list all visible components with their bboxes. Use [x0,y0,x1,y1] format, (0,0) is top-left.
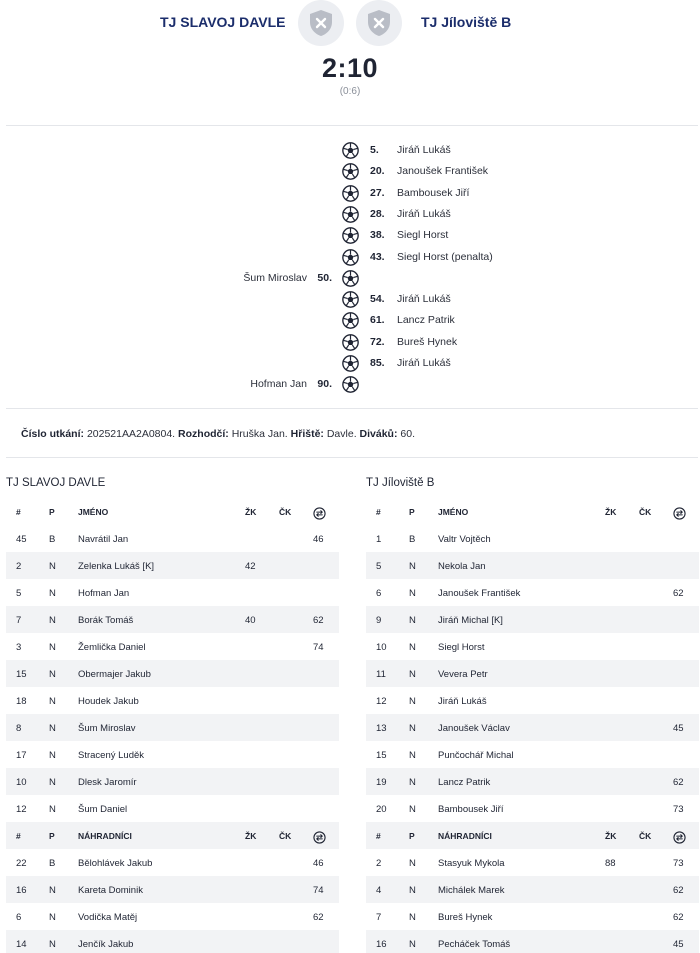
player-number: 1 [376,534,382,545]
player-number: 8 [16,723,22,734]
player-row[interactable] [366,579,699,606]
halftime-score: (0:6) [339,86,361,97]
substitution-minute: 45 [673,939,684,950]
player-name[interactable]: Obermajer Jakub [78,669,151,680]
player-number: 9 [376,615,382,626]
player-row[interactable] [6,741,339,768]
player-name[interactable]: Zelenka Lukáš [K] [78,561,155,572]
goal-event [0,225,700,246]
divider [6,408,698,409]
column-red-card-header: ČK [279,507,292,517]
goal-scorer[interactable]: Bambousek Jiří [397,186,470,199]
goal-event [0,204,700,225]
yellow-card-minute: 42 [245,561,256,572]
player-number: 15 [16,669,27,680]
substitution-minute: 73 [673,804,684,815]
player-position: N [409,588,416,599]
match-info [21,428,415,440]
player-position: N [49,804,56,815]
player-row[interactable] [6,795,339,822]
player-position: N [49,885,56,896]
player-name[interactable]: Bureš Hynek [438,912,493,923]
goal-event [0,353,700,374]
player-number: 7 [376,912,382,923]
goal-event [0,161,700,182]
goal-minute: 90. [317,378,332,391]
player-position: N [409,912,416,923]
column-number-header: # [376,507,381,517]
yellow-card-minute: 88 [605,858,616,869]
player-row[interactable] [6,849,339,876]
yellow-card-minute: 40 [245,615,256,626]
goal-scorer[interactable]: Siegl Horst (penalta) [397,250,493,263]
player-name[interactable]: Nekola Jan [438,561,486,572]
player-name[interactable]: Houdek Jakub [78,696,139,707]
player-number: 16 [16,885,27,896]
substitutes-header-row [366,822,699,849]
player-name[interactable]: Šum Daniel [78,804,128,815]
player-name[interactable]: Punčochář Michal [438,750,514,761]
player-number: 14 [16,939,27,950]
goal-event [0,374,700,395]
substitution-minute: 74 [313,642,324,653]
goal-minute: 72. [370,335,385,348]
referee-label: Rozhodčí: [178,428,229,440]
player-name[interactable]: Borák Tomáš [78,615,134,626]
pitch-label: Hřiště: [290,428,324,440]
player-row[interactable] [366,795,699,822]
player-name[interactable]: Vevera Petr [438,669,488,680]
player-position: N [409,750,416,761]
player-position: N [49,561,56,572]
player-position: N [409,723,416,734]
player-row[interactable] [366,525,699,552]
player-row[interactable] [6,876,339,903]
substitution-minute: 62 [673,588,684,599]
player-row[interactable] [6,579,339,606]
player-position: N [409,885,416,896]
player-position: N [409,615,416,626]
player-row[interactable] [366,930,699,953]
player-row[interactable] [6,903,339,930]
player-position: N [409,777,416,788]
soccer-ball-icon [342,355,359,372]
substitution-minute: 62 [313,615,324,626]
column-position-header: P [49,831,55,841]
player-position: N [409,696,416,707]
home-team-crest[interactable] [298,0,344,46]
player-position: B [49,534,56,545]
goal-scorer[interactable]: Hofman Jan [250,378,307,391]
player-number: 12 [376,696,387,707]
column-substitutes-header: NÁHRADNÍCI [78,831,132,841]
player-position: N [49,750,56,761]
player-row[interactable] [6,525,339,552]
column-name-header: JMÉNO [78,507,109,517]
player-position: N [409,939,416,950]
goal-event [0,247,700,268]
player-name[interactable]: Lancz Patrik [438,777,491,788]
player-number: 16 [376,939,387,950]
player-name[interactable]: Jiráň Lukáš [438,696,487,707]
goal-scorer[interactable]: Jiráň Lukáš [397,207,451,220]
player-position: N [409,804,416,815]
player-number: 10 [376,642,387,653]
substitution-icon [313,831,326,844]
player-row[interactable] [6,714,339,741]
column-red-card-header: ČK [279,831,292,841]
player-name[interactable]: Stracený Luděk [78,750,145,761]
player-number: 6 [16,912,22,923]
referee: Hruška Jan. [231,428,288,440]
player-number: 45 [16,534,27,545]
goal-minute: 85. [370,357,385,369]
player-row[interactable] [6,768,339,795]
player-position: N [49,777,56,788]
goal-event [0,183,700,204]
goal-scorer[interactable]: Šum Miroslav [243,271,307,284]
player-position: N [409,561,416,572]
player-position: N [409,642,416,653]
player-name[interactable]: Janoušek Václav [438,723,510,734]
player-row[interactable] [366,660,699,687]
player-row[interactable] [366,768,699,795]
divider [6,125,698,126]
substitution-minute: 46 [313,534,324,545]
goal-scorer[interactable]: Bureš Hynek [397,335,458,348]
substitution-minute: 45 [673,723,684,734]
soccer-ball-icon [342,249,359,266]
column-position-header: P [409,831,415,841]
player-name[interactable]: Hofman Jan [78,588,130,599]
divider [6,457,698,458]
goal-minute: 20. [370,165,385,178]
lineup-header-row [366,498,699,525]
player-row[interactable] [6,660,339,687]
player-position: N [49,696,56,707]
player-name[interactable]: Navrátil Jan [78,534,129,545]
column-position-header: P [409,507,415,517]
away-team-crest[interactable] [356,0,402,46]
substitutes-header-row [6,822,339,849]
substitution-icon [673,831,686,844]
player-position: N [49,588,56,599]
player-position: N [49,723,56,734]
column-name-header: JMÉNO [438,507,469,517]
player-name[interactable]: Pecháček Tomáš [438,939,511,950]
substitution-minute: 62 [673,885,684,896]
player-name[interactable]: Šum Miroslav [78,723,136,734]
player-row[interactable] [366,552,699,579]
player-number: 11 [376,669,386,680]
substitution-minute: 46 [313,858,324,869]
goal-scorer[interactable]: Jiráň Lukáš [397,144,451,156]
player-number: 2 [16,561,22,572]
goal-event [0,140,700,161]
spectators-label: Diváků: [359,428,398,440]
player-position: B [409,534,416,545]
player-row[interactable] [6,930,339,953]
player-name[interactable]: Kareta Dominik [78,885,143,896]
lineup-team-title: TJ SLAVOJ DAVLE [6,477,106,489]
match-number-label: Číslo utkání: [21,428,85,440]
player-position: B [49,858,56,869]
substitution-minute: 74 [313,885,324,896]
goal-scorer[interactable]: Jiráň Lukáš [397,357,451,369]
goal-minute: 61. [370,314,385,327]
player-number: 19 [376,777,387,788]
player-number: 2 [376,858,382,869]
player-number: 17 [16,750,27,761]
player-number: 7 [16,615,22,626]
substitution-icon [313,507,326,520]
player-position: N [409,669,416,680]
player-row[interactable] [366,606,699,633]
player-number: 18 [16,696,27,707]
player-row[interactable] [366,876,699,903]
soccer-ball-icon [342,270,359,287]
player-name[interactable]: Michálek Marek [438,885,505,896]
home-team-name[interactable]: TJ SLAVOJ DAVLE [160,14,286,30]
goal-scorer[interactable]: Jiráň Lukáš [397,293,451,306]
soccer-ball-icon [342,185,359,202]
player-name[interactable]: Dlesk Jaromír [78,777,137,788]
player-number: 13 [376,723,387,734]
player-number: 22 [16,858,27,869]
column-position-header: P [49,507,55,517]
soccer-ball-icon [342,312,359,329]
column-number-header: # [16,507,21,517]
pitch: Davle. [326,428,357,440]
column-red-card-header: ČK [639,831,652,841]
player-row[interactable] [6,606,339,633]
substitution-minute: 62 [673,777,684,788]
match-number: 202521AA2A0804. [86,428,176,440]
player-name[interactable]: Janoušek František [438,588,521,599]
player-position: N [409,858,416,869]
goal-minute: 43. [370,250,385,263]
substitution-minute: 62 [313,912,324,923]
column-red-card-header: ČK [639,507,652,517]
player-name[interactable]: Žemlička Daniel [78,642,146,653]
goal-event [0,332,700,353]
player-name[interactable]: Bambousek Jiří [438,804,504,815]
player-name[interactable]: Jiráň Michal [K] [438,615,503,626]
soccer-ball-icon [342,227,359,244]
player-name[interactable]: Vodička Matěj [78,912,138,923]
column-yellow-card-header: ŽK [245,507,257,517]
player-number: 15 [376,750,387,761]
column-number-header: # [16,831,21,841]
player-number: 6 [376,588,382,599]
player-position: N [49,615,56,626]
goal-minute: 50. [317,271,332,284]
player-row[interactable] [366,714,699,741]
away-team-name[interactable]: TJ Jílovištĕ B [421,14,512,30]
player-row[interactable] [366,633,699,660]
substitution-minute: 62 [673,912,684,923]
soccer-ball-icon [342,376,359,393]
final-score: 2:10 [321,53,379,83]
column-yellow-card-header: ŽK [245,831,257,841]
goal-scorer[interactable]: Lancz Patrik [397,314,455,327]
goal-minute: 27. [370,186,385,199]
column-yellow-card-header: ŽK [605,831,617,841]
goal-minute: 38. [370,229,385,242]
player-number: 5 [16,588,22,599]
soccer-ball-icon [342,291,359,308]
column-substitutes-header: NÁHRADNÍCI [438,831,492,841]
player-row[interactable] [366,687,699,714]
goal-minute: 28. [370,207,385,220]
player-position: N [49,642,56,653]
player-number: 10 [16,777,27,788]
player-position: N [49,939,56,950]
column-yellow-card-header: ŽK [605,507,617,517]
player-row[interactable] [366,903,699,930]
goal-minute: 5. [370,144,379,156]
player-row[interactable] [6,633,339,660]
substitution-icon [673,507,686,520]
lineup-header-row [6,498,339,525]
goal-event [0,310,700,331]
player-name[interactable]: Jenčík Jakub [78,939,134,950]
goal-event [0,289,700,310]
player-row[interactable] [366,849,699,876]
lineup-team-title: TJ Jílovištĕ B [366,477,435,489]
player-name[interactable]: Bělohlávek Jakub [78,858,153,869]
player-name[interactable]: Stasyuk Mykola [438,858,505,869]
player-number: 5 [376,561,382,572]
player-number: 20 [376,804,387,815]
player-number: 3 [16,642,22,653]
player-position: N [49,669,56,680]
player-row[interactable] [366,741,699,768]
substitution-minute: 73 [673,858,684,869]
soccer-ball-icon [342,163,359,180]
home-lineup [6,476,339,953]
away-lineup [366,476,699,953]
player-number: 12 [16,804,27,815]
goal-scorer[interactable]: Siegl Horst [397,229,449,242]
column-number-header: # [376,831,381,841]
goal-minute: 54. [370,293,385,306]
player-position: N [49,912,56,923]
soccer-ball-icon [342,142,359,159]
goal-scorer[interactable]: Janoušek František [397,165,489,178]
shield-placeholder-icon [366,9,392,37]
shield-placeholder-icon [308,9,334,37]
player-name[interactable]: Valtr Vojtěch [438,534,491,545]
goal-event [0,268,700,289]
player-name[interactable]: Siegl Horst [438,642,485,653]
player-number: 4 [376,885,382,896]
player-row[interactable] [6,552,339,579]
soccer-ball-icon [342,334,359,351]
spectators: 60. [400,428,415,440]
soccer-ball-icon [342,206,359,223]
player-row[interactable] [6,687,339,714]
